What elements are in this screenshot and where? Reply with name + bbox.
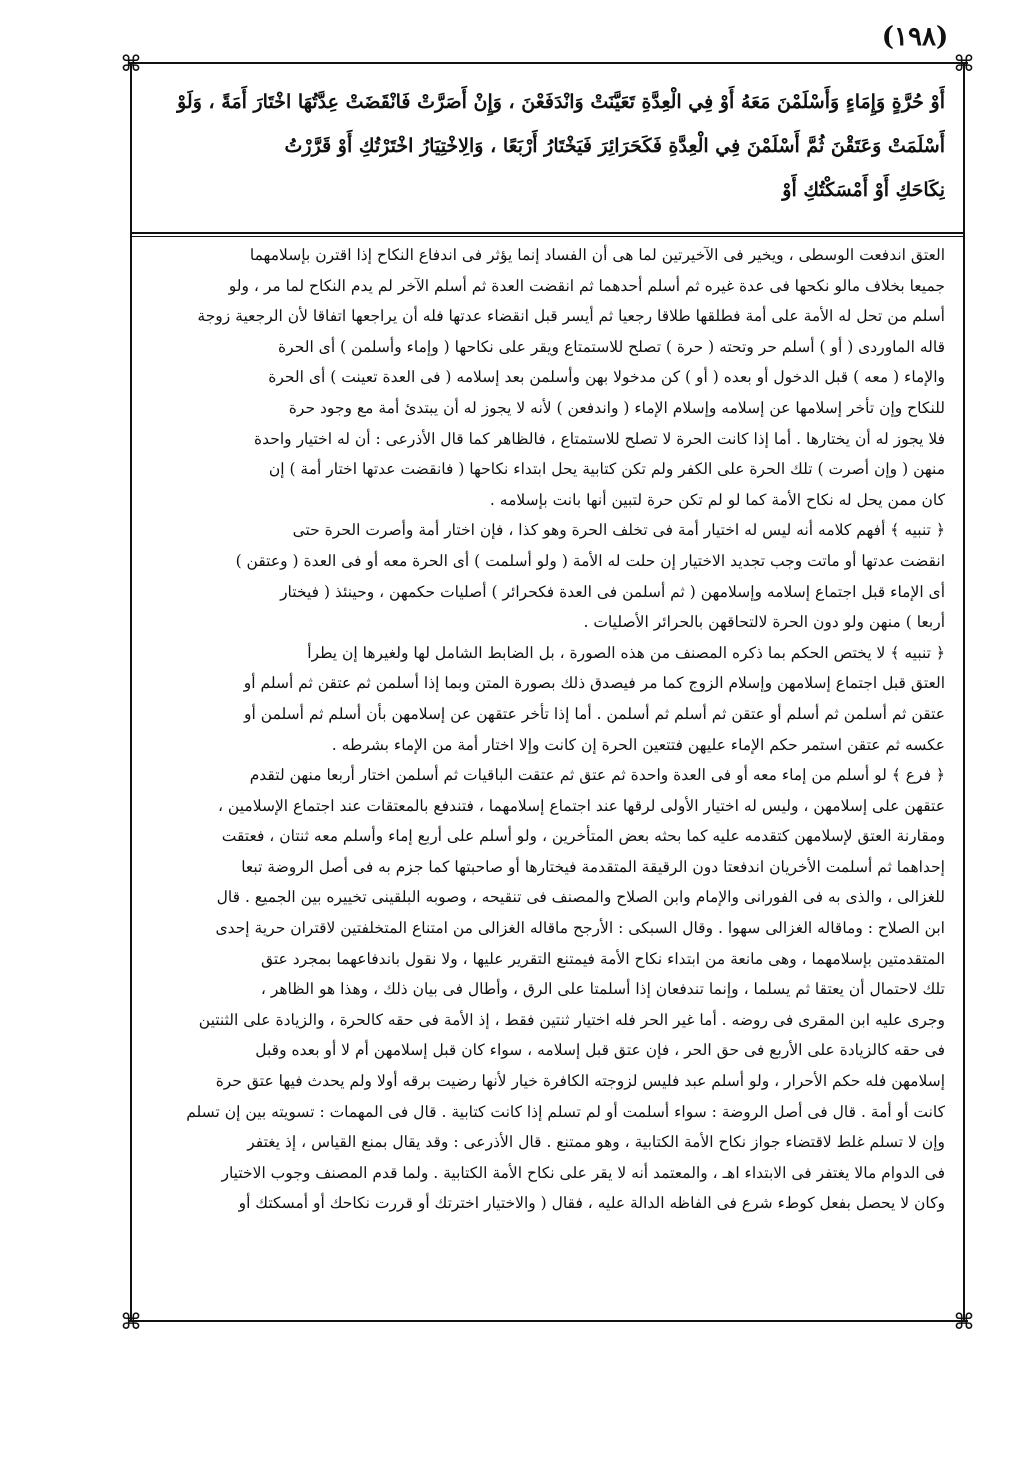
frame-bottom-line (128, 1320, 968, 1322)
corner-ornament-icon: ⌘ (120, 1310, 142, 1335)
sharh-line: ﴿ فرع ﴾ لو أسلم من إماء معه أو فى العدة واحدة ثم عتق ثم عتقت الباقيات ثم أسلمن اختار أربعا منهن لتقدم (249, 766, 945, 785)
sharh-line: العتق قبل اجتماع إسلامهن وإسلام الزوج كما مر فيصدق ذلك بصورة المتن وبما إذا أسلمن ثم عتقن ثم أسلم أو (243, 674, 945, 693)
matn-separator-line (132, 232, 963, 234)
matn-line: نِكَاحَكِ أَوْ أَمْسَكْتُكِ أَوْ (782, 179, 945, 201)
sharh-line: عتقن ثم أسلمن ثم أسلم أو عتقن ثم أسلم ثم أسلمن . أما إذا تأخر عتقهن عن إسلامهن بأن أسلم ثم أسلمن أو (244, 704, 945, 723)
sharh-line: انقضت عدتها أو ماتت وجب تجديد الاختيار إن حلت له الأمة ( ولو أسلمت ) أى الحرة معه أو فى العدة ( وعتقن ) (235, 551, 945, 570)
sharh-line: المتقدمتين بإسلامهما ، وهى مانعة من ابتداء نكاح الأمة فيمتنع التقرير عليها ، ولا نقول باندفاعهما بمجرد عتق (260, 949, 945, 968)
sharh-block (120, 240, 945, 1320)
sharh-line: وكان لا يحصل بفعل كوطء شرع فى الفاظه الدالة عليه ، فقال ( والاختيار اخترتك أو قررت نكاحك أو أمسكتك أو (238, 1194, 945, 1213)
sharh-line: للنكاح وإن تأخر إسلامها عن إسلامه وإسلام الإماء ( واندفعن ) لأنه لا يجوز له أن يبتدئ أمة مع وجود حرة (288, 398, 945, 417)
sharh-line: للغزالى ، والذى به فى الفورانى والإمام وابن الصلاح والمصنف فى تنقيحه ، وصوبه البلقينى تخييره بين الجميع . قال (216, 888, 945, 907)
sharh-line: عتقهن على إسلامهن ، وليس له اختيار الأولى لرقها عند اجتماع إسلامهما ، فتندفع بالمعتقات عند اجتماع الإسلامين ، (218, 796, 945, 815)
sharh-line: قاله الماوردى ( أو ) أسلم حر وتحته ( حرة ) تصلح للاستمتاع ويقر على نكاحها ( وإماء وأسلمن ) أى الحرة (278, 337, 945, 356)
page-number: (١٩٨) (881, 22, 949, 52)
sharh-line: جميعا بخلاف مالو نكحها فى عدة غيره ثم أسلم أحدهما ثم انقضت العدة ثم أسلم الآخر لم يدم النكاح لما مر ، ولو (228, 276, 945, 295)
sharh-line: وإن لا تسلم غلط لاقتضاء جواز نكاح الأمة الكتابية ، وهو ممتنع . قال الأذرعى : وقد يقال بمنع القياس ، إذ يغتفر (247, 1133, 945, 1152)
sharh-line: إسلامهن فله حكم الأحرار ، ولو أسلم عبد فليس لزوجته الكافرة خيار لأنها رضيت برقه أولا ولم يحدث فيها عتق حرة (215, 1072, 945, 1091)
sharh-line: والإماء ( معه ) قبل الدخول أو بعده ( أو ) كن مدخولا بهن وأسلمن بعد إسلامه ( فى العدة تعينت ) أى الحرة (268, 368, 945, 387)
sharh-line: تلك لاحتمال أن يعتقا ثم يسلما ، وإنما تندفعان إذا أسلمتا على الرق ، وأطال فى بيان ذلك ، وهذا هو الظاهر ، (260, 980, 945, 999)
sharh-line: ﴿ تنبيه ﴾ أفهم كلامه أنه ليس له اختيار أمة فى تخلف الحرة وهو كذا ، فإن اختار أمة وأصرت الحرة حتى (292, 521, 945, 540)
sharh-line: منهن ( وإن أصرت ) تلك الحرة على الكفر ولم تكن كتابية يحل ابتداء نكاحها ( فانقضت عدتها اختار أمة ) إن (268, 460, 945, 479)
sharh-line: ابن الصلاح : وماقاله الغزالى سهوا . وقال السبكى : الأرجح ماقاله الغزالى من امتناع المتخلفتين لاقتران حرية إحدى (215, 919, 945, 938)
sharh-line: وجرى عليه ابن المقرى فى روضه . أما غير الحر فله اختيار ثنتين فقط ، إذ الأمة فى حقه كالحرة ، والزيادة على الثنتين (198, 1010, 945, 1029)
sharh-line: ومقارنة العتق لإسلامهن كتقدمه عليه كما بحثه بعض المتأخرين ، ولو أسلم على أربع إماء وأسلم معه ثنتان ، فعتقت (221, 827, 945, 846)
sharh-line: العتق اندفعت الوسطى ، ويخير فى الآخيرتين لما هى أن الفساد إنما يؤثر فى اندفاع النكاح إذا اقترن بإسلامهما (249, 246, 945, 264)
matn-block (120, 80, 945, 230)
sharh-line: كانت أو أمة . قال فى أصل الروضة : سواء أسلمت أو لم تسلم إذا كانت كتابية . قال فى المهمات : تسويته بين إن تسلم (186, 1102, 945, 1121)
corner-ornament-icon: ⌘ (953, 52, 975, 77)
frame-right-line (963, 64, 965, 1320)
matn-separator-line-2 (132, 236, 963, 237)
matn-line: أَوْ حُرَّةٍ وَإِمَاءٍ وَأَسْلَمْنَ مَعَهُ أَوْ فِي الْعِدَّةِ تَعَيَّنَتْ وَانْدَفَعْنَ ، وَإِنْ أَصَرَّتْ فَانْقَضَتْ عِدَّتُهَا اخْتَارَ أَمَةً ، وَلَوْ (177, 91, 945, 113)
sharh-line: أربعا ) منهن ولو دون الحرة لالتحاقهن بالحرائر الأصليات . (583, 613, 945, 632)
sharh-line: فى الدوام مالا يغتفر فى الابتداء اهـ ، والمعتمد أنه لا يقر على نكاح الأمة الكتابية . ولما قدم المصنف وجوب الاختيار (221, 1163, 945, 1182)
matn-line: أَسْلَمَتْ وَعَتَقْنَ ثُمَّ أَسْلَمْنَ فِي الْعِدَّةِ فَكَحَرَائِرَ فَيَخْتَارُ أَرْبَعًا ، وَالِاخْتِيَارُ اخْتَرْتُكِ أَوْ قَرَّرْتُ (284, 135, 945, 157)
sharh-line: إحداهما ثم أسلمت الأخريان اندفعتا دون الرقيقة المتقدمة فيختارها أو صاحبتها كما جزم به فى أصل الروضة تبعا (241, 857, 945, 876)
sharh-line: ﴿ تنبيه ﴾ لا يختص الحكم بما ذكره المصنف من هذه الصورة ، بل الضابط الشامل لها ولغيرها إن يطرأ (307, 643, 945, 662)
sharh-line: فلا يجوز له أن يختارها . أما إذا كانت الحرة لا تصلح للاستمتاع ، فالظاهر كما قال الأذرعى : أن له اختيار واحدة (254, 429, 945, 448)
sharh-line: أسلم من تحل له الأمة على أمة فطلقها طلاقا رجعيا ثم أيسر قبل انقضاء عدتها فله أن يراجعها اتفاقا لأن الرجعية زوجة (197, 307, 945, 326)
sharh-line: فى حقه كالزيادة على الأربع فى حق الحر ، فإن عتق قبل إسلامه ، سواء كان قبل إسلامهن أم لا أو بعده وقبل (255, 1041, 945, 1060)
sharh-line: عكسه ثم عتقن استمر حكم الإماء عليهن فتتعين الحرة إن كانت وإلا اختار أمة من الإماء بشرطه . (331, 735, 945, 754)
sharh-line: كان ممن يحل له نكاح الأمة كما لو لم تكن حرة لتبين أنها بانت بإسلامه . (489, 490, 945, 509)
sharh-line (120, 1219, 945, 1250)
sharh-line: أى الإماء قبل اجتماع إسلامه وإسلامهن ( ثم أسلمن فى العدة فكحرائر ) أصليات حكمهن ، وحينئذ ( فيختار (280, 582, 945, 601)
corner-ornament-icon: ⌘ (953, 1310, 975, 1335)
corner-ornament-icon: ⌘ (120, 52, 142, 77)
frame-top-line (128, 62, 968, 64)
